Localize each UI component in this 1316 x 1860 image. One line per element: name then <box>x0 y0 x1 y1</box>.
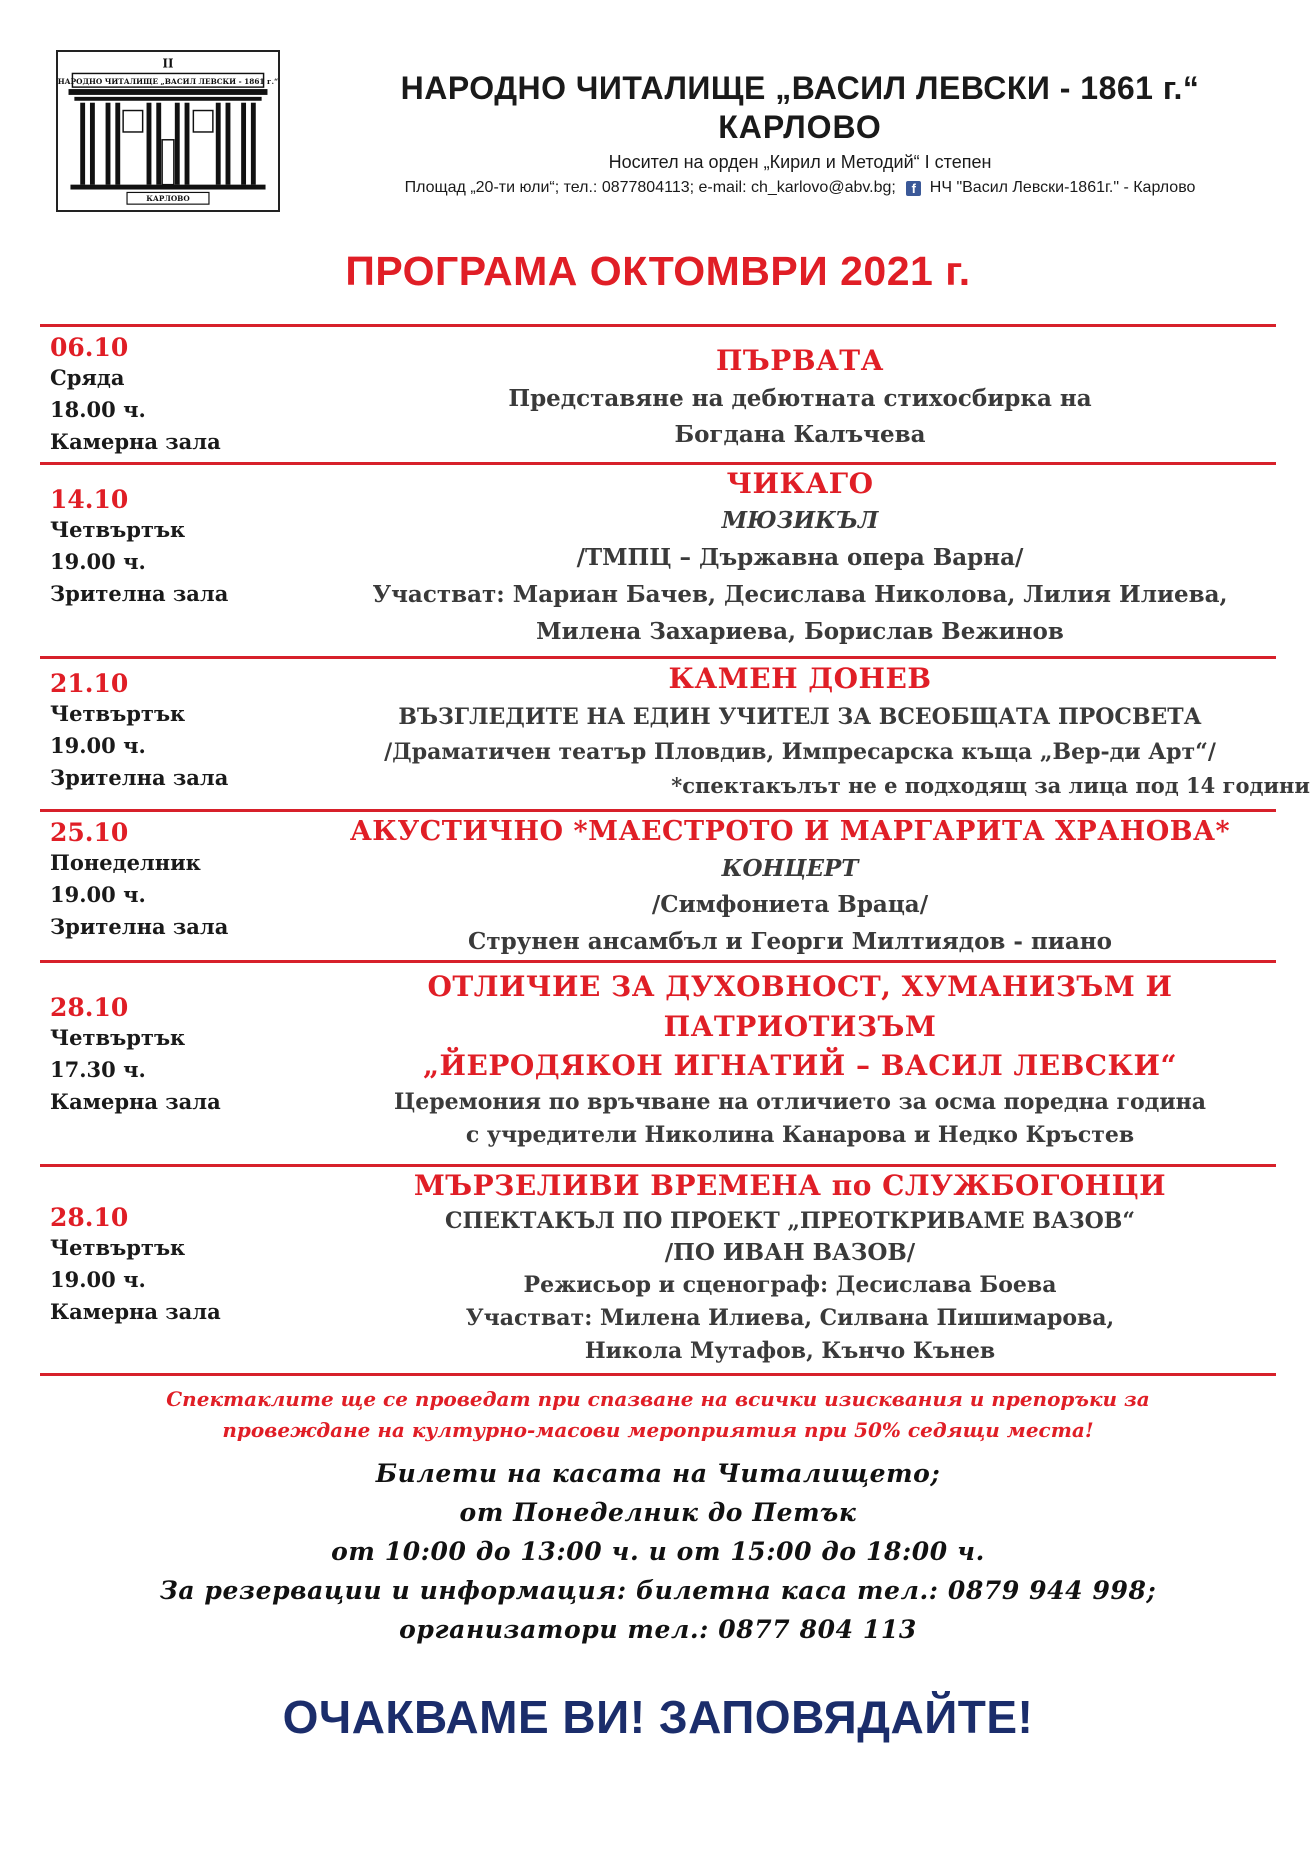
event-subtitle: ВЪЗГЛЕДИТЕ НА ЕДИН УЧИТЕЛ ЗА ВСЕОБЩАТА ПРОСВЕТА <box>398 704 1202 730</box>
event-day: Четвъртък <box>50 1025 186 1050</box>
event-time: 18.00 ч. <box>50 397 146 422</box>
event-producer: /Симфониета Враца/ <box>651 891 929 918</box>
event-row <box>40 1167 1276 1373</box>
event-info <box>50 1203 221 1328</box>
event-date: 06.10 <box>50 333 129 362</box>
event-info <box>50 485 228 610</box>
event-time: 19.00 ч. <box>50 882 146 907</box>
event-line: Участват: Милена Илиева, Силвана Пишимарова, <box>465 1305 1115 1331</box>
welcome-text: ОЧАКВАМЕ ВИ! ЗАПОВЯДАЙТЕ! <box>282 1691 1034 1743</box>
header <box>56 50 1262 214</box>
org-contacts <box>330 179 1270 197</box>
event-subtitle: СПЕКТАКЪЛ ПО ПРОЕКТ „ПРЕОТКРИВАМЕ ВАЗОВ“ <box>444 1208 1136 1234</box>
event-title: АКУСТИЧНО *МАЕСТРОТО И МАРГАРИТА ХРАНОВА* <box>349 816 1231 847</box>
facebook-text: НЧ "Васил Левски-1861г." - Карлово <box>929 179 1196 196</box>
event-time: 19.00 ч. <box>50 733 146 758</box>
event-day: Четвъртък <box>50 517 186 542</box>
building-icon <box>58 52 278 210</box>
event-producer: /ПО ИВАН ВАЗОВ/ <box>664 1239 916 1266</box>
page-title: ПРОГРАМА ОКТОМВРИ 2021 г. <box>345 248 971 294</box>
event-details <box>270 812 1310 960</box>
event-details <box>270 1167 1310 1368</box>
event-title: ПАТРИОТИЗЪМ <box>663 1010 937 1043</box>
logo-building <box>56 50 280 212</box>
event-line: Струнен ансамбъл и Георги Милтиядов - пиано <box>468 928 1112 955</box>
event-date: 14.10 <box>50 485 129 514</box>
tickets-line: организатори тел.: 0877 804 113 <box>399 1615 917 1644</box>
rule <box>40 1373 1276 1376</box>
event-info <box>50 333 221 458</box>
event-hall: Зрителна зала <box>50 581 229 606</box>
event-line: с учредители Николина Канарова и Недко Кръстев <box>465 1122 1135 1148</box>
event-details <box>290 659 1310 803</box>
event-title: „ЙЕРОДЯКОН ИГНАТИЙ – ВАСИЛ ЛЕВСКИ“ <box>422 1049 1178 1082</box>
event-hall: Камерна зала <box>50 429 221 454</box>
org-name: НАРОДНО ЧИТАЛИЩЕ „ВАСИЛ ЛЕВСКИ - 1861 г.“ <box>400 70 1200 106</box>
event-title: ОТЛИЧИЕ ЗА ДУХОВНОСТ, ХУМАНИЗЪМ И <box>427 970 1173 1003</box>
event-details <box>290 465 1310 650</box>
event-hall: Зрителна зала <box>50 765 229 790</box>
event-producer: /ТМПЦ – Държавна опера Варна/ <box>576 544 1024 571</box>
tickets-line: от 10:00 до 13:00 ч. и от 15:00 до 18:00 ч. <box>331 1537 985 1566</box>
logo-text-top: НАРОДНО ЧИТАЛИЩЕ „ВАСИЛ ЛЕВСКИ - 1861 г.“ <box>58 77 278 87</box>
event-producer: /Драматичен театър Пловдив, Импресарска къща „Вер-ди Арт“/ <box>384 739 1216 765</box>
event-date: 25.10 <box>50 818 129 847</box>
org-order: Носител на орден „Кирил и Методий“ I степен <box>608 152 992 172</box>
event-day: Понеделник <box>50 850 201 875</box>
event-title: ПЪРВАТА <box>716 344 884 377</box>
note-line: провеждане на културно-масови мероприятия при 50% седящи места! <box>222 1418 1094 1442</box>
safety-note <box>40 1384 1276 1446</box>
event-day: Четвъртък <box>50 1235 186 1260</box>
event-genre: МЮЗИКЪЛ <box>721 507 879 534</box>
event-date: 28.10 <box>50 1203 129 1232</box>
event-title: МЪРЗЕЛИВИ ВРЕМЕНА по СЛУЖБОГОНЦИ <box>413 1169 1167 1202</box>
tickets-line: За резервации и информация: билетна каса тел.: 0879 944 998; <box>159 1576 1157 1605</box>
event-date: 28.10 <box>50 993 129 1022</box>
note-line: Спектаклите ще се проведат при спазване на всички изисквания и препоръки за <box>166 1387 1150 1411</box>
event-info <box>50 993 221 1118</box>
tickets-info <box>0 1454 1316 1649</box>
logo-roman: II <box>162 56 174 71</box>
event-line: Милена Захариева, Борислав Вежинов <box>536 618 1064 645</box>
event-line: Церемония по връчване на отличието за осма поредна година <box>393 1089 1207 1115</box>
event-line: Режисьор и сценограф: Десислава Боева <box>523 1272 1057 1298</box>
event-hall: Камерна зала <box>50 1089 221 1114</box>
event-time: 19.00 ч. <box>50 1267 146 1292</box>
event-title: КАМЕН ДОНЕВ <box>668 662 932 695</box>
event-time: 17.30 ч. <box>50 1057 146 1082</box>
event-genre: КОНЦЕРТ <box>721 855 859 882</box>
logo-text-bottom: КАРЛОВО <box>146 194 190 204</box>
event-row <box>40 812 1276 960</box>
event-day: Сряда <box>50 365 125 390</box>
tickets-line: Билети на касата на Читалището; <box>375 1459 941 1488</box>
event-row <box>40 963 1276 1164</box>
program-table <box>40 324 1310 1376</box>
org-city: КАРЛОВО <box>718 109 882 145</box>
event-time: 19.00 ч. <box>50 549 146 574</box>
event-details <box>290 341 1310 453</box>
event-details <box>290 967 1310 1151</box>
facebook-icon: f <box>906 181 921 196</box>
org-info <box>330 70 1270 197</box>
tickets-line: от Понеделник до Петък <box>459 1498 857 1527</box>
event-row <box>40 327 1276 462</box>
event-day: Четвъртък <box>50 701 186 726</box>
contacts-text: Площад „20-ти юли“; тел.: 0877804113; e-mail: ch_karlovo@abv.bg; <box>404 179 896 196</box>
event-date: 21.10 <box>50 669 129 698</box>
event-hall: Зрителна зала <box>50 914 229 939</box>
event-info <box>50 669 228 794</box>
event-line: Никола Мутафов, Кънчо Кънев <box>584 1338 996 1364</box>
event-hall: Камерна зала <box>50 1299 221 1324</box>
event-line: Участват: Мариан Бачев, Десислава Николова, Лилия Илиева, <box>372 581 1228 608</box>
event-row <box>40 659 1310 809</box>
event-line: Богдана Калъчева <box>674 421 926 448</box>
event-title: ЧИКАГО <box>726 467 874 500</box>
event-info <box>50 818 228 943</box>
event-warning: *спектакълът не е подходящ за лица под 14 години <box>671 773 1310 798</box>
event-row <box>40 465 1276 656</box>
event-line: Представяне на дебютната стихосбирка на <box>508 385 1092 412</box>
